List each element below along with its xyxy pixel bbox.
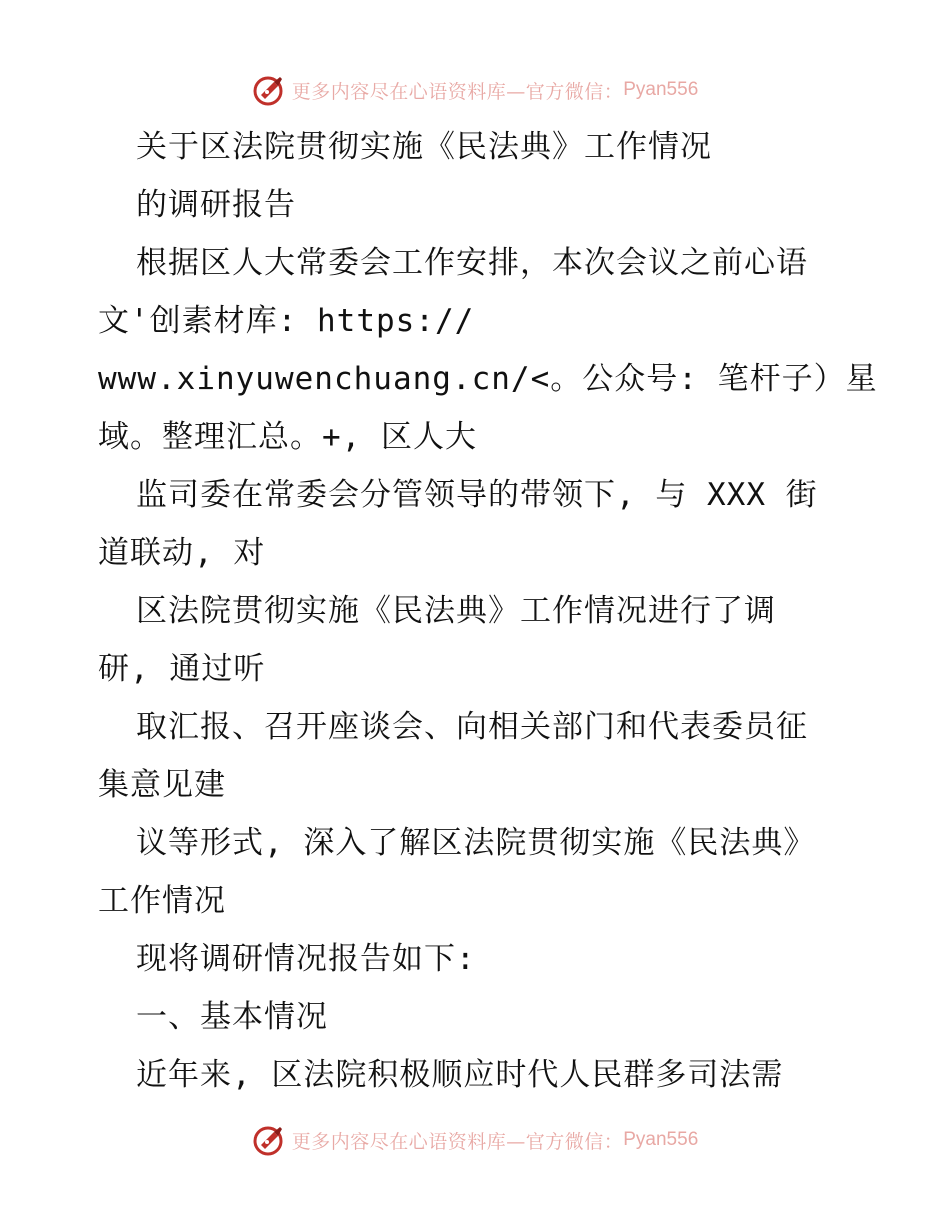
- document-line: 区法院贯彻实施《民法典》工作情况进行了调: [136, 593, 776, 629]
- document-line: www.xinyuwenchuang.cn/<。公众号: 笔杆子）星: [98, 361, 878, 397]
- banner-text: 更多内容尽在心语资料库—官方微信：: [291, 1130, 624, 1153]
- document-line: 近年来, 区法院积极顺应时代人民群多司法需: [136, 1057, 784, 1093]
- banner-text: 更多内容尽在心语资料库—官方微信：: [291, 80, 624, 103]
- document-line: 的调研报告: [136, 187, 296, 223]
- document-line: 现将调研情况报告如下:: [136, 941, 476, 977]
- document-line: 议等形式, 深入了解区法院贯彻实施《民法典》: [136, 825, 816, 861]
- document-line: 关于区法院贯彻实施《民法典》工作情况: [136, 129, 712, 165]
- document-line: 工作情况: [98, 883, 226, 919]
- document-line: 集意见建: [98, 767, 226, 803]
- document-line: 一、基本情况: [136, 999, 328, 1035]
- document-line: 监司委在常委会分管领导的带领下, 与 XXX 街: [136, 477, 818, 513]
- document-line: 根据区人大常委会工作安排，本次会议之前心语: [136, 245, 808, 281]
- pen-logo-icon: [252, 73, 286, 107]
- document-body: [98, 118, 878, 1104]
- document-line: 域。整理汇总。+, 区人大: [98, 419, 477, 455]
- footer-banner: [0, 1120, 950, 1160]
- document-line: 文'创素材库: https://: [98, 303, 475, 339]
- document-line: 研, 通过听: [98, 651, 266, 687]
- banner-wechat-id: Pyan556: [623, 79, 699, 100]
- pen-logo-icon: [252, 1123, 286, 1157]
- document-line: 取汇报、召开座谈会、向相关部门和代表委员征: [136, 709, 808, 745]
- header-banner: [0, 70, 950, 110]
- banner-wechat-id: Pyan556: [623, 1129, 699, 1150]
- document-line: 道联动, 对: [98, 535, 266, 571]
